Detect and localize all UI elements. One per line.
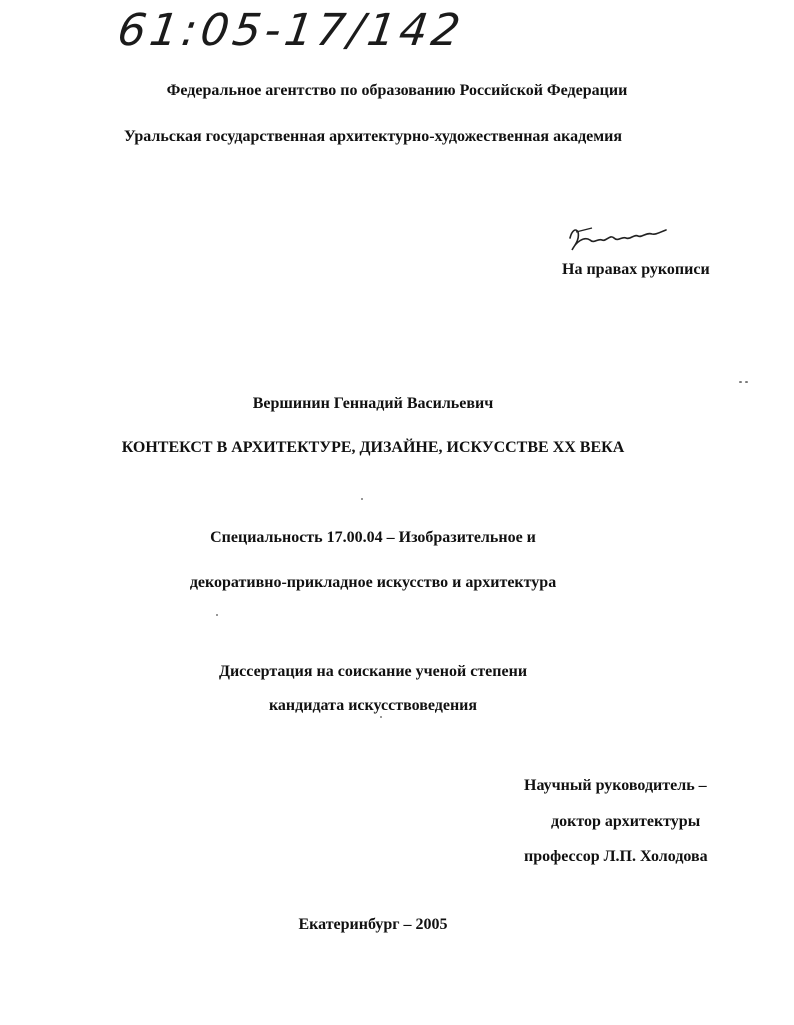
supervisor-degree: доктор архитектуры [551,813,701,830]
dissertation-degree-line-2: кандидата искусствоведения [268,697,478,714]
specialty-line-1: Специальность 17.00.04 – Изобразительное и [210,529,536,546]
manuscript-rights-label: На правах рукописи [562,261,710,278]
dissertation-title: КОНТЕКСТ В АРХИТЕКТУРЕ, ДИЗАЙНЕ, ИСКУССТВЕ XX ВЕКА [121,439,625,456]
scan-speck [361,498,363,500]
dissertation-degree-line-1: Диссертация на соискание ученой степени [218,663,528,680]
scan-speck [380,716,382,718]
academy-line: Уральская государственная архитектурно-художественная академия [123,128,623,145]
specialty-line-2: декоративно-прикладное искусство и архитектура [189,574,557,591]
agency-line: Федеральное агентство по образованию Российской Федерации [166,82,628,99]
scan-speck [739,381,742,383]
city-year: Екатеринбург – 2005 [298,916,448,933]
archive-code-handwritten: 61:05-17/142 [114,5,468,56]
supervisor-title: Научный руководитель – [524,777,707,794]
author-name: Вершинин Геннадий Васильевич [252,395,494,412]
scan-speck [745,381,748,383]
scan-speck [216,614,218,616]
supervisor-name: профессор Л.П. Холодова [524,848,708,865]
author-signature [562,220,672,260]
